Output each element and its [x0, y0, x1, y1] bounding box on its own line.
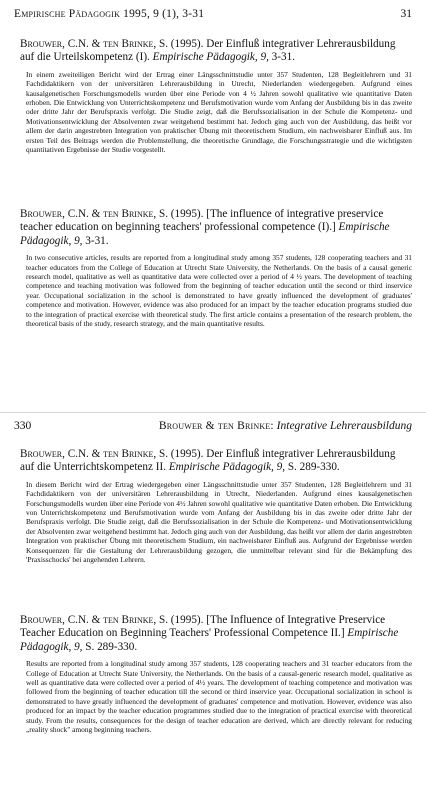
bibliography-entry-german-1: [20, 38, 412, 154]
running-header-2: [14, 420, 412, 432]
citation-authors: Brouwer, C.N. & ten Brinke, S. (1995).: [20, 448, 204, 460]
citation-title: Der Einfluß integrativer Lehrerausbildung auf die Unterrichtskompetenz II.: [20, 448, 396, 474]
citation-title: Der Einfluß integrativer Lehrerausbildung auf die Urteilskompetenz (I).: [20, 38, 396, 64]
citation-authors: Brouwer, C.N. & ten Brinke, S. (1995).: [20, 38, 204, 50]
citation-journal: Empirische Pädagogik, 9,: [20, 627, 399, 653]
running-head-title: Integrative Lehrerausbildung: [276, 420, 412, 432]
citation-pages: S. 289-330.: [85, 640, 138, 653]
abstract: In diesem Bericht wird der Ertrag wiedergegeben einer Längsschnittstudie unter 357 Studenten, 128 Begleitlehrern und 31 Fachdidaktikern von der universitären Lehrerausbildung in Utrecht, Niederlanden. Aufgrund eines kausalgenetischen Forschungsmodells wurden über eine Periode von 4½ Jahren sowohl qualitative wie quantitative Daten erhoben. Die Entwicklung von Unterrichtskompetenz und Berufsmotivation wurde vom Anfang der Ausbildung bis in das zweite oder dritte Jahr der Berufspraxis verfolgt. Die Studie zeigt, daß die Berufssozialisation in der Schule die Kompetenz- und Motivationsentwicklung der Absolventen zwar weitgehend bestimmt hat. Jedoch ging auch von der Ausbildung, das heißt vor allem der darin angestrebten Integration von praktischer Übung mit theoretischem Studium, ein nachweisbarer Einfluß aus. Aufgrund der Ergebnisse werden Konsequenzen für die Gestaltung der Lehrerausbildung gezogen, die unmittelbar relevant sind für die Bekämpfung des 'Praxisschocks' bei angehenden Lehrern.: [26, 479, 412, 565]
bibliography-entry-german-2: [20, 448, 412, 564]
citation: [20, 614, 412, 654]
citation-journal: Empirische Pädagogik, 9,: [20, 221, 390, 247]
citation: [20, 448, 412, 475]
bibliography-entry-english-2: [20, 614, 412, 734]
citation-journal: Empirische Pädagogik, 9,: [168, 461, 286, 474]
running-head-authors: Brouwer & ten Brinke:: [158, 420, 274, 432]
citation-pages: S. 289-330.: [287, 461, 340, 474]
citation-journal: Empirische Pädagogik, 9,: [152, 51, 269, 64]
bibliography-entry-english-1: [20, 208, 412, 328]
citation-authors: Brouwer, C.N. & ten Brinke, S. (1995).: [20, 208, 204, 220]
page-divider: [0, 412, 426, 413]
citation: [20, 208, 412, 248]
citation-pages: 3-31.: [271, 51, 295, 64]
citation-authors: Brouwer, C.N. & ten Brinke, S. (1995).: [20, 614, 204, 626]
page-number: 31: [400, 8, 412, 20]
citation-pages: 3-31.: [85, 234, 109, 247]
citation: [20, 38, 412, 65]
running-header: [14, 8, 412, 20]
journal-header: Empirische Pädagogik 1995, 9 (1), 3-31: [14, 8, 205, 20]
abstract: In two consecutive articles, results are reported from a longitudinal study among 357 students, 128 cooperating teachers and 31 teacher educators from the College of Education at Utrecht State University, the Netherlands. On the basis of a causal generic research model, qualitative as well as quantitative data were collected over a period of 4 ½ years. The development of teaching competence and teaching motivation was followed from the beginning of teacher education until the second or third inservice year. Occupational socialization in the school is demonstrated to have greatly influenced the development of graduates' competence and motivation. However, evidence was also produced for an impact by the teacher education programs studied due to the integration of practical exercise with theoretical study. The first article contains a presentation of the research problem, the theoretical basis of the study, research strategy, and the main quantitative results.: [26, 253, 412, 329]
citation-title: [The Influence of Integrative Preservice Teacher Education on Beginning Teachers' Professional Competence II.]: [20, 614, 386, 640]
citation-title: [The influence of integrative preservice teacher education on beginning teachers' professional competence (I).]: [20, 208, 384, 234]
abstract: Results are reported from a longitudinal study among 357 students, 128 cooperating teachers and 31 teacher educators from the College of Education at Utrecht State University, the Netherlands. On the basis of a causal-generic research model, qualitative as well as quantitative data were collected over a period of 4½ years. The development of teaching competence and motivation was followed from the beginning of teacher education till the second or third inservice year. Occupational socialization in school is demonstrated to have greatly influenced the development of graduates' competence and motivation. However, evidence was also produced for an impact by the teacher education programmes studied due to the integration of practical exercise with theoretical study. From the results, consequences for the design of teacher education are derived, which are directly relevant for reducing „reality shock" among beginning teachers.: [26, 659, 412, 735]
page-number-2: 330: [14, 420, 32, 432]
abstract: In einem zweiteiligen Bericht wird der Ertrag einer Längsschnittstudie unter 357 Studenten, 128 Begleitlehrern und 31 Fachdidaktikern von der universitären Lehrerausbildung in Utrecht, Niederlanden wiedergegeben. Aufgrund eines kausalgenetischen Forschungsmodells wurden über eine Periode von 4 ½ Jahren sowohl qualitative wie quantitative Daten erhoben. Die Entwicklung von Unterrichtskompetenz und Berufsmotivation wurde vom Anfang der Ausbildung bis in das zweite oder dritte Jahr der Berufspraxis verfolgt. Die Studie zeigt, daß die Berufssozialisation in der Schule die Kompetenz- und Motivationsentwicklung der Absolventen zwar weitgehend bestimmt hat. Jedoch ging auch von der Ausbildung, das heißt vor allem der darin angestrebten Integration von praktischer Übung mit theoretischem Studium, ein nachweisbarer Einfluß aus. Im ersten Teil des Beitrags werden die Problemstellung, die theoretische Grundlage, die Forschungsstrategie und die wichtigsten quantitativen Ergebnisse der Studie vorgestellt.: [26, 69, 412, 155]
